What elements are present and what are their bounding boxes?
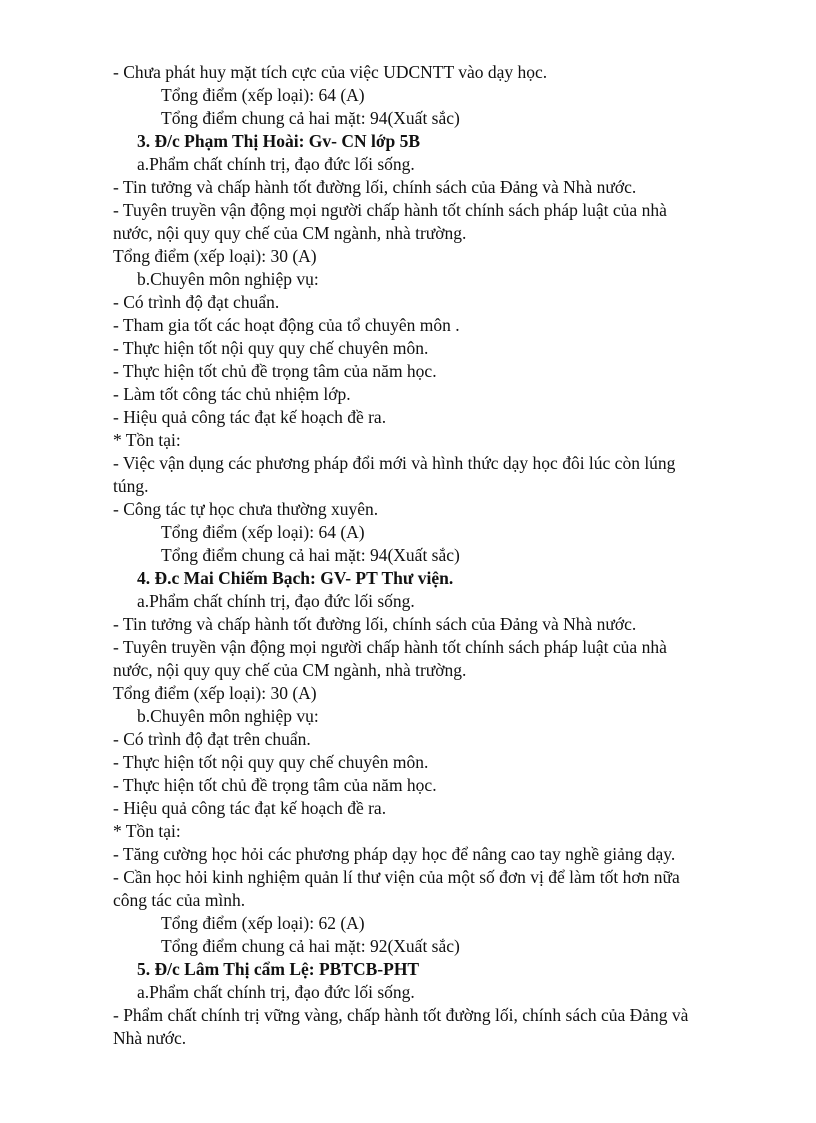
score-line: Tổng điểm (xếp loại): 30 (A) [113, 246, 317, 266]
text-line: - Việc vận dụng các phương pháp đổi mới và hình thức dạy học đôi lúc còn lúng [113, 453, 676, 473]
text-line: - Thực hiện tốt chủ đề trọng tâm của năm học. [113, 361, 437, 381]
text-line: - Chưa phát huy mặt tích cực của việc UDCNTT vào dạy học. [113, 62, 548, 82]
text-line: - Tuyên truyền vận động mọi người chấp hành tốt chính sách pháp luật của nhà [113, 637, 667, 657]
text-line: - Làm tốt công tác chủ nhiệm lớp. [113, 384, 351, 404]
text-line: - Thực hiện tốt chủ đề trọng tâm của năm học. [113, 775, 437, 795]
text-line: - Tham gia tốt các hoạt động của tổ chuyên môn . [113, 315, 460, 335]
subsection-heading: a.Phẩm chất chính trị, đạo đức lối sống. [137, 591, 415, 611]
subsection-heading: b.Chuyên môn nghiệp vụ: [137, 706, 319, 726]
text-line: nước, nội quy quy chế của CM ngành, nhà trường. [113, 223, 467, 243]
section-heading: 4. Đ.c Mai Chiếm Bạch: GV- PT Thư viện. [137, 568, 454, 588]
text-line: nước, nội quy quy chế của CM ngành, nhà trường. [113, 660, 467, 680]
score-line: Tổng điểm (xếp loại): 30 (A) [113, 683, 317, 703]
text-line: công tác của mình. [113, 890, 246, 910]
text-line: túng. [113, 476, 149, 496]
score-line: Tổng điểm (xếp loại): 64 (A) [161, 85, 365, 105]
shortcomings-heading: * Tồn tại: [113, 430, 181, 450]
text-line: - Tăng cường học hỏi các phương pháp dạy học để nâng cao tay nghề giảng dạy. [113, 844, 676, 864]
shortcomings-heading: * Tồn tại: [113, 821, 181, 841]
total-score-line: Tổng điểm chung cả hai mặt: 92(Xuất sắc) [161, 936, 460, 956]
text-line: - Tuyên truyền vận động mọi người chấp hành tốt chính sách pháp luật của nhà [113, 200, 667, 220]
subsection-heading: a.Phẩm chất chính trị, đạo đức lối sống. [137, 982, 415, 1002]
text-line: - Tin tưởng và chấp hành tốt đường lối, chính sách của Đảng và Nhà nước. [113, 177, 637, 197]
total-score-line: Tổng điểm chung cả hai mặt: 94(Xuất sắc) [161, 108, 460, 128]
text-line: - Công tác tự học chưa thường xuyên. [113, 499, 379, 519]
text-line: - Phẩm chất chính trị vững vàng, chấp hành tốt đường lối, chính sách của Đảng và [113, 1005, 689, 1025]
text-line: Nhà nước. [113, 1028, 187, 1048]
text-line: - Thực hiện tốt nội quy quy chế chuyên môn. [113, 338, 429, 358]
section-heading: 5. Đ/c Lâm Thị cẩm Lệ: PBTCB-PHT [137, 959, 420, 979]
text-line: - Có trình độ đạt chuẩn. [113, 292, 280, 312]
section-heading: 3. Đ/c Phạm Thị Hoài: Gv- CN lớp 5B [137, 131, 421, 151]
text-line: - Có trình độ đạt trên chuẩn. [113, 729, 311, 749]
text-line: - Tin tưởng và chấp hành tốt đường lối, chính sách của Đảng và Nhà nước. [113, 614, 637, 634]
subsection-heading: b.Chuyên môn nghiệp vụ: [137, 269, 319, 289]
text-line: - Hiệu quả công tác đạt kế hoạch đề ra. [113, 798, 387, 818]
text-line: - Thực hiện tốt nội quy quy chế chuyên môn. [113, 752, 429, 772]
subsection-heading: a.Phẩm chất chính trị, đạo đức lối sống. [137, 154, 415, 174]
text-line: - Hiệu quả công tác đạt kế hoạch đề ra. [113, 407, 387, 427]
text-line: - Cần học hỏi kinh nghiệm quản lí thư viện của một số đơn vị để làm tốt hơn nữa [113, 867, 680, 887]
score-line: Tổng điểm (xếp loại): 62 (A) [161, 913, 365, 933]
score-line: Tổng điểm (xếp loại): 64 (A) [161, 522, 365, 542]
total-score-line: Tổng điểm chung cả hai mặt: 94(Xuất sắc) [161, 545, 460, 565]
